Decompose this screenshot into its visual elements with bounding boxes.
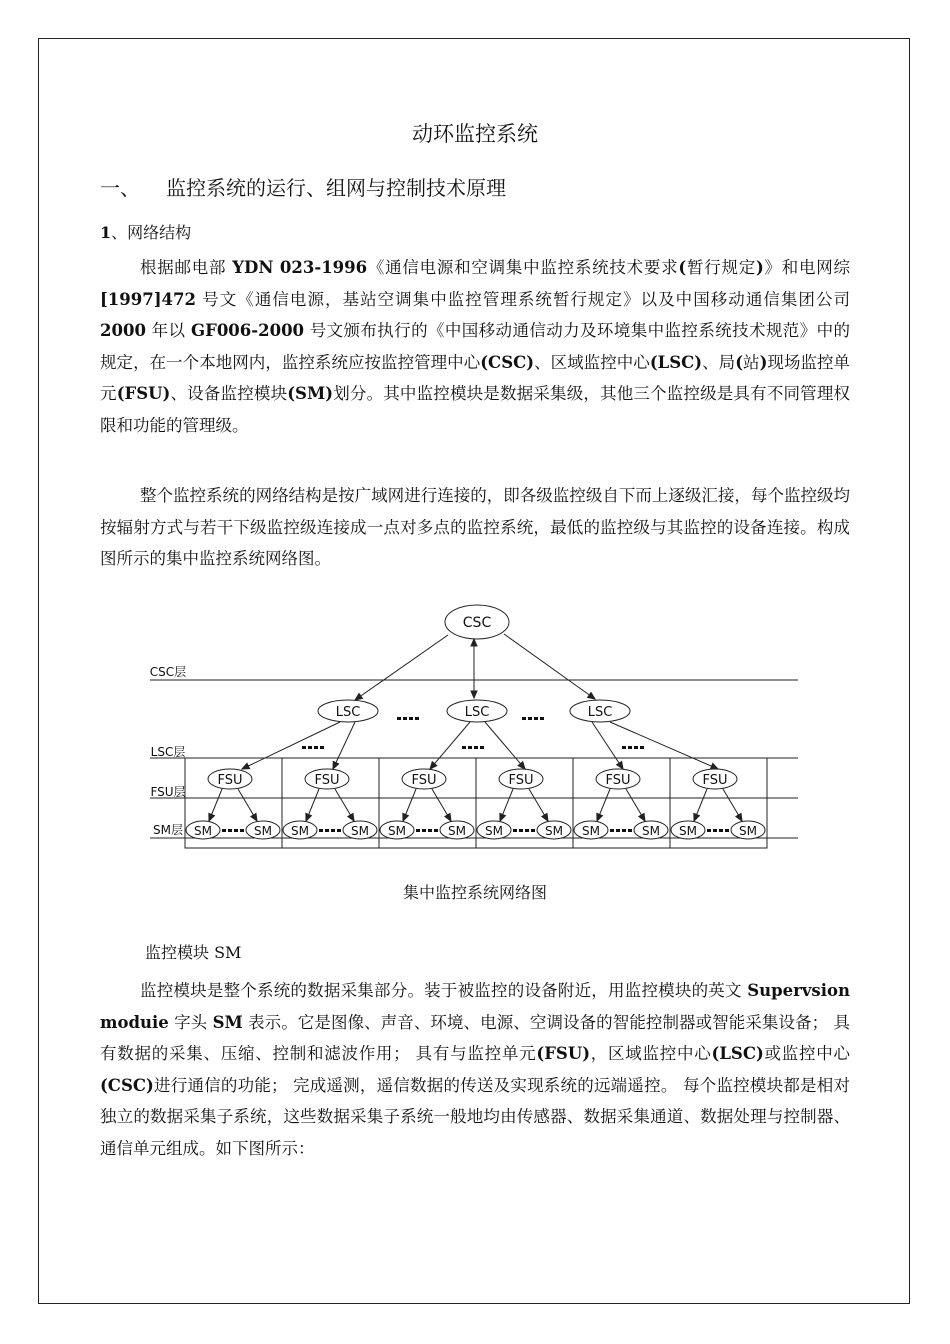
ellipsis-dots xyxy=(462,746,466,749)
ellipsis-dots xyxy=(228,829,232,832)
arrowhead xyxy=(355,694,362,700)
sm-node-label: SM xyxy=(582,824,600,838)
paragraph-network: 整个监控系统的网络结构是按广域网进行连接的，即各级监控级自下而上逐级汇接，每个监控级均按辐射方式与若干下级监控级连接成一点对多点的监控系统，最低的监控级与其监控的设备连接。构成图所示的集中监控系统网络图。 xyxy=(100,486,850,568)
ellipsis-dots xyxy=(302,746,306,749)
ellipsis-dots xyxy=(422,829,426,832)
ellipsis-dots xyxy=(331,829,335,832)
arrowhead xyxy=(597,813,603,821)
sm-node-label: SM xyxy=(545,824,563,838)
paragraph-sm: 监控模块是整个系统的数据采集部分。装于被监控的设备附近，用监控模块的英文 Supervsion moduie 字头 SM 表示。它是图像、声音、环境、电源、空调设备的智能控制器或智能采集设备； 具有数据的采集、压缩、控制和滤波作用； 具有与监控单元(FSU)，区域监控中心(LSC)或监控中心(CSC)进行通信的功能； 完成遥测，遥信数据的传送及实现系统的远端遥控。 每个监控模块都是相对独立的数据采集子系统，这些数据采集子系统一般地均由传感器、数据采集通道、数据处理与控制器、通信单元组成。如下图所示： xyxy=(100,981,851,1158)
arrowhead xyxy=(445,813,451,821)
ellipsis-dots xyxy=(640,746,644,749)
network-diagram xyxy=(140,598,810,858)
layer-label-2: LSC层 xyxy=(150,745,186,759)
fsu-node-label: FSU xyxy=(605,773,631,788)
ellipsis-dots xyxy=(622,829,626,832)
lsc-fsu-link xyxy=(242,722,340,769)
ellipsis-dots xyxy=(468,746,472,749)
ellipsis-dots xyxy=(480,746,484,749)
ellipsis-dots xyxy=(713,829,717,832)
arrowhead xyxy=(403,813,409,821)
sm-node-label: SM xyxy=(448,824,466,838)
fsu-node-label: FSU xyxy=(314,773,340,788)
arrowhead xyxy=(500,813,506,821)
csc-lsc-link xyxy=(504,634,595,699)
arrowhead xyxy=(209,813,215,821)
subsection-heading xyxy=(100,220,191,243)
arrowhead xyxy=(242,763,250,769)
ellipsis-dots xyxy=(522,717,526,720)
arrowhead xyxy=(306,813,312,821)
fsu-node-label: FSU xyxy=(508,773,534,788)
arrowhead xyxy=(542,813,548,821)
section-number: 一、 xyxy=(100,176,140,200)
ellipsis-dots xyxy=(519,829,523,832)
fsu-node-label: FSU xyxy=(411,773,437,788)
page-title: 动环监控系统 xyxy=(412,122,538,146)
sm-node-label: SM xyxy=(388,824,406,838)
csc-node-label: CSC xyxy=(462,615,492,631)
lsc-node-label: LSC xyxy=(464,705,490,720)
ellipsis-dots xyxy=(531,829,535,832)
csc-lsc-link xyxy=(355,635,448,700)
ellipsis-dots xyxy=(528,717,532,720)
ellipsis-dots xyxy=(397,717,401,720)
ellipsis-dots xyxy=(234,829,238,832)
arrowhead xyxy=(333,761,339,769)
lsc-node-label: LSC xyxy=(587,705,613,720)
ellipsis-dots xyxy=(434,829,438,832)
ellipsis-dots xyxy=(622,746,626,749)
sm-node-label: SM xyxy=(679,824,697,838)
arrowhead xyxy=(471,639,477,646)
lsc-node-label: LSC xyxy=(335,705,361,720)
arrowhead xyxy=(348,813,354,821)
fsu-node-label: FSU xyxy=(217,773,243,788)
ellipsis-dots xyxy=(725,829,729,832)
lsc-fsu-link xyxy=(485,722,525,769)
subsection-number: 1 xyxy=(100,223,112,242)
arrowhead xyxy=(588,692,595,699)
ellipsis-dots xyxy=(628,829,632,832)
ellipsis-dots xyxy=(319,829,323,832)
arrowhead xyxy=(694,813,700,821)
ellipsis-dots xyxy=(415,717,419,720)
ellipsis-dots xyxy=(628,746,632,749)
section-heading xyxy=(100,172,506,201)
arrowhead xyxy=(736,813,742,821)
sm-node-label: SM xyxy=(291,824,309,838)
ellipsis-dots xyxy=(616,829,620,832)
lsc-fsu-link xyxy=(610,722,718,769)
ellipsis-dots xyxy=(240,829,244,832)
ellipsis-dots xyxy=(634,746,638,749)
arrowhead xyxy=(710,763,718,769)
ellipsis-dots xyxy=(325,829,329,832)
sm-node-label: SM xyxy=(739,824,757,838)
ellipsis-dots xyxy=(314,746,318,749)
lsc-fsu-link xyxy=(333,722,355,769)
lsc-fsu-link xyxy=(592,722,623,769)
sm-node-label: SM xyxy=(351,824,369,838)
ellipsis-dots xyxy=(337,829,341,832)
ellipsis-dots xyxy=(474,746,478,749)
figure-caption: 集中监控系统网络图 xyxy=(402,883,547,902)
sm-node-label: SM xyxy=(194,824,212,838)
fsu-node-label: FSU xyxy=(702,773,728,788)
ellipsis-dots xyxy=(403,717,407,720)
arrowhead xyxy=(251,813,257,821)
ellipsis-dots xyxy=(610,829,614,832)
layer-label-1: CSC层 xyxy=(149,665,187,679)
ellipsis-dots xyxy=(513,829,517,832)
sm-node-label: SM xyxy=(642,824,660,838)
ellipsis-dots xyxy=(308,746,312,749)
layer-label-3: FSU层 xyxy=(150,785,186,799)
sm-node-label: SM xyxy=(485,824,503,838)
ellipsis-dots xyxy=(540,717,544,720)
ellipsis-dots xyxy=(534,717,538,720)
section-title: 监控系统的运行、组网与控制技术原理 xyxy=(166,176,506,200)
ellipsis-dots xyxy=(409,717,413,720)
ellipsis-dots xyxy=(222,829,226,832)
arrowhead xyxy=(617,762,623,769)
ellipsis-dots xyxy=(416,829,420,832)
ellipsis-dots xyxy=(320,746,324,749)
sm-node-label: SM xyxy=(254,824,272,838)
ellipsis-dots xyxy=(707,829,711,832)
subsection-title: 、网络结构 xyxy=(111,223,192,242)
arrowhead xyxy=(471,691,477,698)
arrowhead xyxy=(639,813,645,821)
lsc-fsu-link xyxy=(430,722,470,769)
paragraph-standards: 根据邮电部 YDN 023-1996《通信电源和空调集中监控系统技术要求(暂行规定)》和电网综[1997]472 号文《通信电源，基站空调集中监控管理系统暂行规定》以及中国移动通信集团公司 2000 年以 GF006-2000 号文颁布执行的《中国移动通信动力及环境集中监控系统技术规范》中的规定，在一个本地网内，监控系统应按监控管理中心(CSC)、区域监控中心(LSC)、局(站)现场监控单元(FSU)、设备监控模块(SM)划分。其中监控模块是数据采集级，其他三个监控级是具有不同管理权限和功能的管理级。 xyxy=(100,258,851,435)
ellipsis-dots xyxy=(525,829,529,832)
subsection-sm-title: 监控模块 SM xyxy=(145,943,242,962)
ellipsis-dots xyxy=(428,829,432,832)
ellipsis-dots xyxy=(719,829,723,832)
layer-label-4: SM层 xyxy=(153,823,183,837)
